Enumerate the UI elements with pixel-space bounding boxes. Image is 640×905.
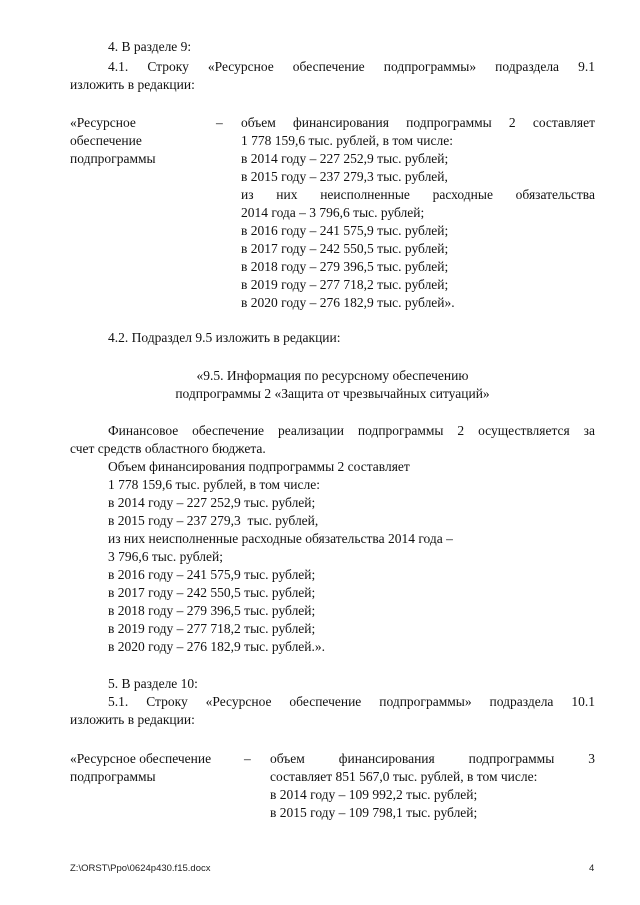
table-right-line: в 2014 году – 227 252,9 тыс. рублей; xyxy=(241,151,449,166)
subsection-title-line-2: подпрограммы 2 «Защита от чрезвычайных ситуаций» xyxy=(175,386,490,401)
table-right-line: в 2017 году – 242 550,5 тыс. рублей; xyxy=(241,241,449,256)
paragraph-line-1: Финансовое обеспечение реализации подпрограммы 2 осуществляется за xyxy=(108,423,595,438)
table-left-label-2: подпрограммы xyxy=(70,769,156,784)
table-left-label-1: «Ресурсное xyxy=(70,115,136,130)
table-left-label-1: «Ресурсное обеспечение xyxy=(70,751,212,766)
table-right-line: в 2019 году – 277 718,2 тыс. рублей; xyxy=(241,277,449,292)
section-4-item-2: 4.2. Подраздел 9.5 изложить в редакции: xyxy=(108,330,341,345)
table-left-label-2: обеспечение xyxy=(70,133,142,148)
subsection-title-line-1: «9.5. Информация по ресурсному обеспечению xyxy=(196,368,469,383)
table-right-line: составляет 851 567,0 тыс. рублей, в том числе: xyxy=(270,769,538,784)
table-right-line: в 2015 году – 237 279,3 тыс. рублей, xyxy=(241,169,448,184)
table-right-line: 2014 года – 3 796,6 тыс. рублей; xyxy=(241,205,425,220)
section-4-heading: 4. В разделе 9: xyxy=(108,39,192,54)
funding-line: в 2018 году – 279 396,5 тыс. рублей; xyxy=(108,603,316,618)
section-5-heading: 5. В разделе 10: xyxy=(108,676,198,691)
table-right-first-line: объем финансирования подпрограммы 2 составляет xyxy=(241,115,595,130)
funding-line: в 2020 году – 276 182,9 тыс. рублей.». xyxy=(108,639,326,654)
section-4-item-1-line-1: 4.1. Строку «Ресурсное обеспечение подпрограммы» подраздела 9.1 xyxy=(108,59,595,74)
table-right-first-line: объем финансирования подпрограммы 3 xyxy=(270,751,595,766)
section-4-item-1-line-2: изложить в редакции: xyxy=(70,77,195,92)
paragraph-line-2: счет средств областного бюджета. xyxy=(70,441,266,456)
table-right-line: в 2015 году – 109 798,1 тыс. рублей; xyxy=(270,805,478,820)
funding-line: 3 796,6 тыс. рублей; xyxy=(108,549,223,564)
table-left-label-3: подпрограммы xyxy=(70,151,156,166)
table-right-justified-line: из них неисполненные расходные обязательства xyxy=(241,187,595,202)
footer-file-path: Z:\ORST\Ppo\0624p430.f15.docx xyxy=(70,863,211,874)
section-5-item-1-line-1: 5.1. Строку «Ресурсное обеспечение подпрограммы» подраздела 10.1 xyxy=(108,694,595,709)
table-right-line: в 2018 году – 279 396,5 тыс. рублей; xyxy=(241,259,449,274)
funding-line: из них неисполненные расходные обязательства 2014 года – xyxy=(108,531,453,546)
page-number: 4 xyxy=(589,863,595,874)
table-dash: – xyxy=(216,115,223,130)
funding-line: 1 778 159,6 тыс. рублей, в том числе: xyxy=(108,477,320,492)
funding-line: в 2017 году – 242 550,5 тыс. рублей; xyxy=(108,585,316,600)
table-right-line: в 2014 году – 109 992,2 тыс. рублей; xyxy=(270,787,478,802)
table-dash: – xyxy=(244,751,251,766)
table-right-line: в 2020 году – 276 182,9 тыс. рублей». xyxy=(241,295,455,310)
funding-line: в 2014 году – 227 252,9 тыс. рублей; xyxy=(108,495,316,510)
funding-line: в 2019 году – 277 718,2 тыс. рублей; xyxy=(108,621,316,636)
table-right-line: в 2016 году – 241 575,9 тыс. рублей; xyxy=(241,223,449,238)
funding-line: в 2015 году – 237 279,3 тыс. рублей, xyxy=(108,513,319,528)
section-5-item-1-line-2: изложить в редакции: xyxy=(70,712,195,727)
funding-line: Объем финансирования подпрограммы 2 составляет xyxy=(108,459,410,474)
table-right-line: 1 778 159,6 тыс. рублей, в том числе: xyxy=(241,133,453,148)
funding-line: в 2016 году – 241 575,9 тыс. рублей; xyxy=(108,567,316,582)
